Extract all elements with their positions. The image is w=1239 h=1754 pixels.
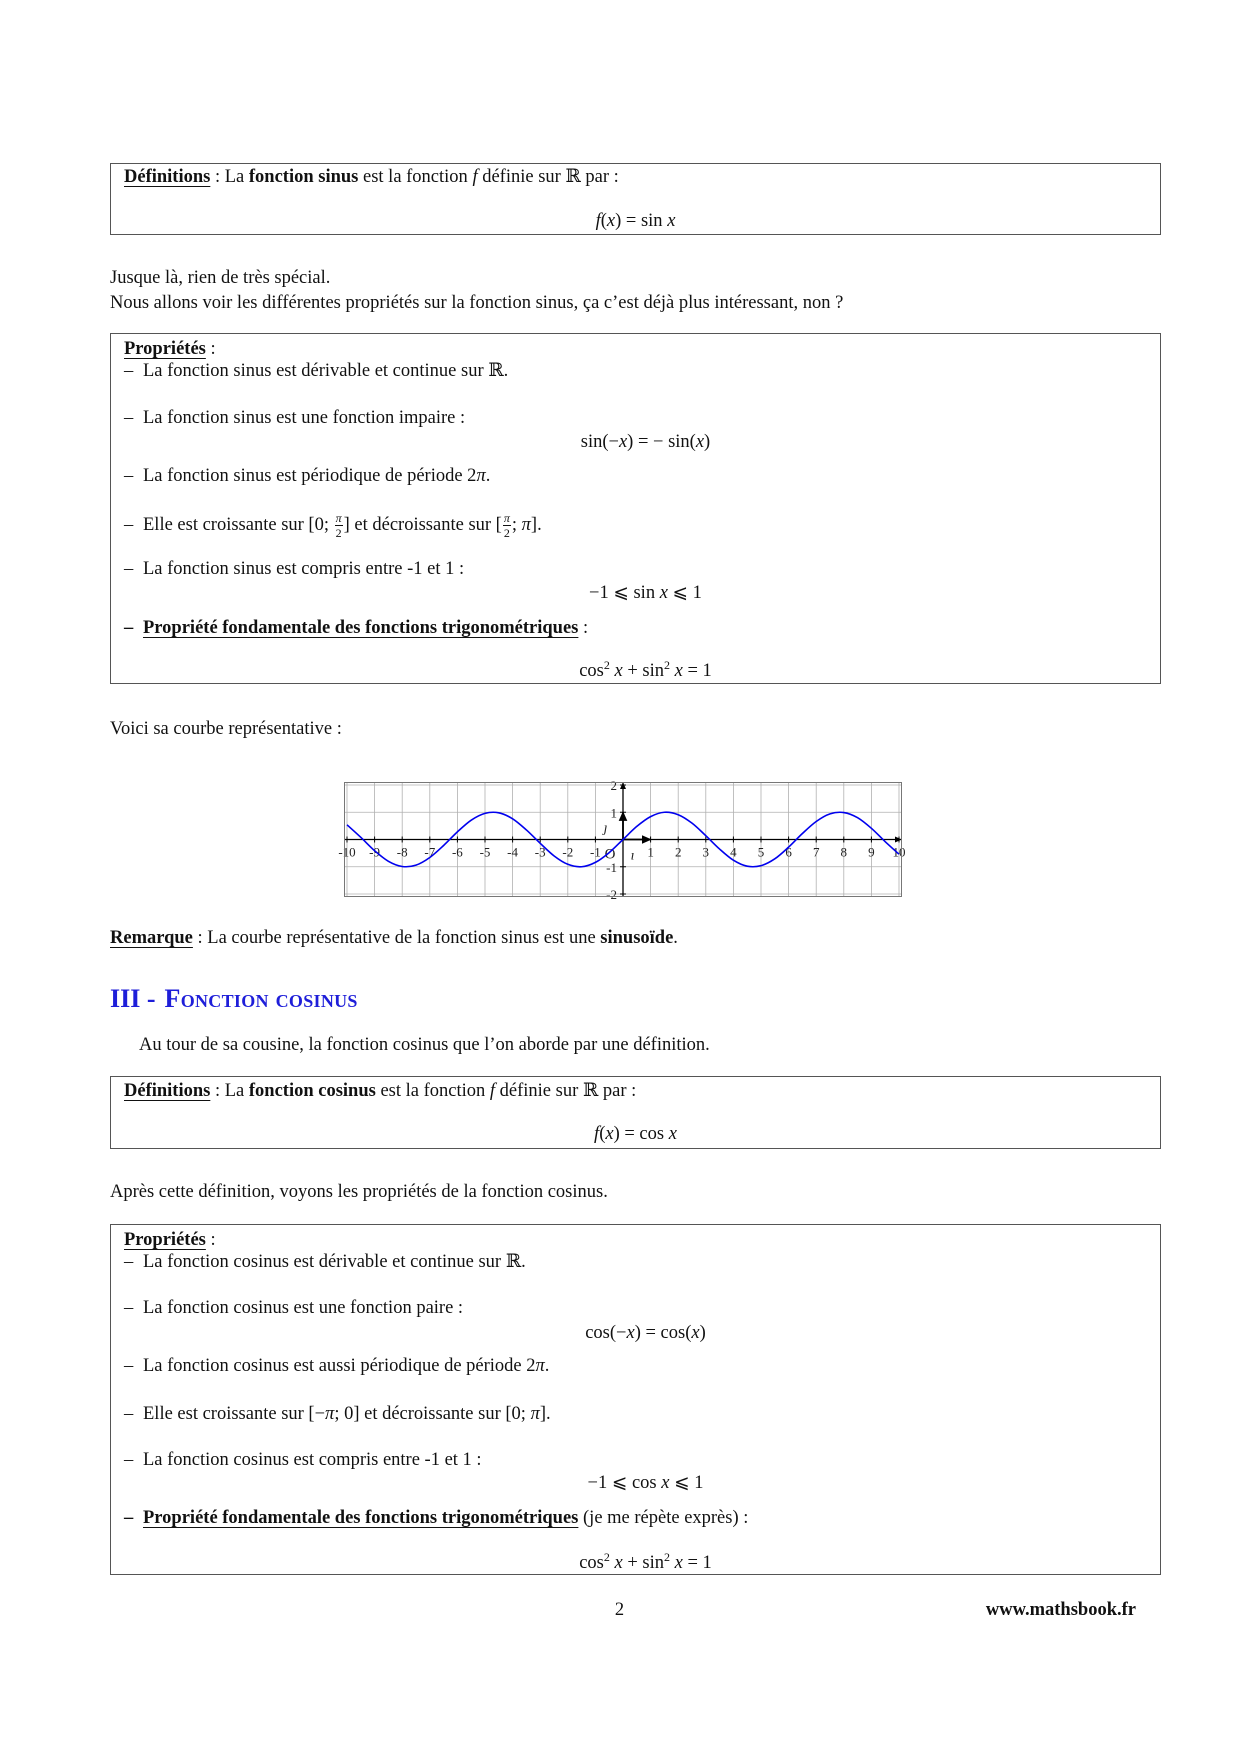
underlined-label: Propriétés	[124, 1230, 206, 1250]
sine-intro-line-1: Jusque là, rien de très spécial.	[110, 268, 331, 288]
text-run: ; 0] et décroissante sur [0;	[334, 1404, 531, 1424]
list-marker: –	[124, 1298, 134, 1318]
math-variable: π	[521, 514, 531, 535]
text-run: + sin	[622, 1553, 664, 1573]
section-heading	[110, 984, 358, 1014]
list-marker: –	[124, 1356, 134, 1376]
cosine-definition-formula	[111, 1123, 1160, 1145]
pythagorean-identity-formula	[131, 657, 1160, 682]
text-run: ) = cos(	[634, 1323, 692, 1343]
math-variable: f	[489, 1081, 496, 1101]
text-run: définie sur ℝ par :	[495, 1081, 637, 1101]
exponent: 2	[603, 657, 610, 672]
sine-property-item	[124, 465, 490, 487]
text-run: )	[699, 1323, 706, 1343]
y-tick-label: 1	[610, 805, 617, 821]
unit-vector-j-label: ȷ⃗	[603, 821, 619, 837]
property-text	[143, 466, 490, 486]
origin-label: O	[604, 846, 616, 863]
math-variable: x	[606, 211, 616, 231]
text-run: : La	[210, 167, 249, 187]
text-run: cos(−	[585, 1323, 627, 1343]
cosine-definition-box	[110, 1076, 1161, 1149]
x-tick-label: 5	[757, 844, 765, 860]
math-variable: π	[530, 1404, 540, 1424]
math-variable: x	[667, 211, 676, 231]
text-run: Elle est croissante sur [−	[143, 1404, 326, 1424]
sine-property-item	[124, 558, 464, 580]
text-run: = 1	[682, 661, 712, 681]
x-tick-label: -1	[589, 844, 601, 860]
cosine-bounds-formula	[131, 1472, 1160, 1494]
y-tick-label: 2	[610, 778, 617, 793]
property-text	[143, 361, 508, 381]
cosine-property-item	[124, 1403, 551, 1425]
property-text	[143, 511, 542, 540]
property-text	[143, 1298, 463, 1318]
fraction-denominator: 2	[503, 526, 510, 540]
text-run: ⩽ 1	[667, 583, 702, 603]
x-tick-label: -2	[562, 844, 574, 860]
text-run: (	[600, 211, 607, 231]
x-tick-label: 2	[674, 844, 682, 860]
text-run: Elle est croissante sur [0;	[143, 514, 334, 535]
sine-intro-line-2: Nous allons voir les différentes propriétés sur la fonction sinus, ça c’est déjà plus intéressant, non ?	[110, 293, 844, 313]
cosine-definition-text	[124, 1080, 636, 1102]
underlined-label: Propriétés	[124, 339, 206, 359]
cosine-intro: Au tour de sa cousine, la fonction cosinus que l’on aborde par une définition.	[139, 1035, 710, 1055]
underlined-label: Propriété fondamentale des fonctions trigonométriques	[143, 618, 579, 638]
text-run: (	[599, 1124, 606, 1144]
sine-property-item	[124, 360, 508, 382]
text-run: La fonction cosinus est dérivable et continue sur ℝ.	[143, 1252, 526, 1272]
sine-curve-chart	[338, 778, 906, 902]
pythagorean-identity-formula	[131, 1549, 1160, 1574]
cosine-property-item	[124, 1251, 526, 1273]
y-tick-label: -1	[606, 859, 617, 875]
text-run: = 1	[682, 1553, 712, 1573]
cosine-transition: Après cette définition, voyons les propriétés de la fonction cosinus.	[110, 1182, 608, 1202]
property-text	[143, 1508, 748, 1528]
property-text	[143, 1404, 551, 1424]
sine-remark	[110, 927, 678, 949]
x-tick-label: -9	[369, 844, 381, 860]
x-tick-label: -6	[451, 844, 463, 860]
list-marker: –	[124, 1508, 134, 1528]
text-run: ⩽ 1	[669, 1473, 704, 1493]
sine-property-item	[124, 407, 465, 429]
text-run: .	[673, 928, 678, 948]
text-run: ].	[530, 514, 542, 535]
math-variable: x	[614, 661, 623, 681]
text-run: + sin	[622, 661, 664, 681]
text-run: La fonction sinus est périodique de période 2	[143, 466, 477, 486]
text-run: −1 ⩽ sin	[589, 583, 660, 603]
math-variable: x	[691, 1323, 700, 1343]
x-tick-label: 7	[812, 844, 820, 860]
property-text	[143, 1252, 526, 1272]
x-tick-label: 6	[785, 844, 792, 860]
x-tick-label: 4	[730, 844, 737, 860]
curve-intro: Voici sa courbe représentative :	[110, 719, 342, 739]
text-run: définie sur ℝ par :	[477, 167, 619, 187]
page-number: 2	[614, 1600, 625, 1620]
list-marker: –	[124, 1252, 134, 1272]
text-run: ) = sin	[615, 211, 668, 231]
math-variable: π	[325, 1404, 335, 1424]
text-run: La fonction sinus est compris entre -1 et 1 :	[143, 559, 465, 579]
y-tick-label: -2	[606, 887, 617, 902]
text-run: ) = cos	[613, 1124, 669, 1144]
math-variable: f	[472, 167, 478, 187]
sine-definition-formula	[111, 210, 1160, 232]
text-run: :	[205, 339, 216, 359]
cosine-properties-title	[124, 1229, 216, 1251]
sine-definition-box	[110, 163, 1161, 235]
x-tick-label: 9	[868, 844, 875, 860]
property-text	[143, 408, 465, 428]
text-run: cos	[579, 1553, 604, 1573]
exponent: 2	[603, 1549, 610, 1564]
x-tick-label: 8	[840, 844, 848, 860]
unit-vector-i-label: ı⃗	[630, 848, 646, 864]
sine-odd-formula	[131, 431, 1160, 453]
sine-property-item	[124, 617, 588, 639]
cosine-property-item	[124, 1297, 463, 1319]
math-variable: x	[674, 1553, 683, 1573]
x-tick-label: 10	[892, 844, 906, 860]
x-tick-label: -8	[396, 844, 408, 860]
fraction-numerator: π	[503, 511, 510, 525]
math-variable: x	[661, 1473, 670, 1493]
math-variable: π	[476, 466, 486, 486]
text-run: :	[205, 1230, 216, 1250]
sine-bounds-formula	[131, 582, 1160, 604]
text-run: −1 ⩽ cos	[587, 1473, 662, 1493]
section-number: III -	[110, 984, 156, 1013]
underlined-label: Définitions	[124, 1081, 211, 1101]
fraction-denominator: 2	[335, 526, 342, 540]
list-marker: –	[124, 361, 134, 381]
list-marker: –	[124, 618, 134, 638]
x-tick-label: -4	[507, 844, 519, 860]
list-marker: –	[124, 514, 134, 535]
property-text	[143, 559, 464, 579]
cosine-property-item	[124, 1355, 549, 1377]
text-run: ;	[511, 514, 522, 535]
section-title: Fonction cosinus	[164, 984, 358, 1013]
text-run: ] et décroissante sur [	[343, 514, 502, 535]
list-marker: –	[124, 1450, 134, 1470]
cosine-even-formula	[131, 1322, 1160, 1344]
fraction	[335, 512, 343, 539]
math-variable: f	[594, 1124, 600, 1144]
underlined-label: Définitions	[124, 167, 211, 187]
sine-definition-text	[124, 166, 619, 188]
text-run: : La courbe représentative de la fonction sinus est une	[192, 928, 601, 948]
text-run: .	[485, 466, 491, 486]
math-variable: f	[595, 211, 601, 231]
text-run: : La	[210, 1081, 249, 1101]
sine-property-item	[124, 512, 542, 539]
fraction	[503, 512, 511, 539]
x-tick-label: -7	[424, 844, 436, 860]
footer-website: www.mathsbook.fr	[985, 1600, 1136, 1620]
text-run: :	[578, 618, 589, 638]
cosine-property-item	[124, 1507, 748, 1529]
x-tick-label: 3	[702, 844, 710, 860]
bold-term: sinusoïde	[600, 928, 674, 948]
underlined-label: Propriété fondamentale des fonctions trigonométriques	[143, 1508, 579, 1528]
sine-properties-box	[110, 333, 1161, 684]
text-run: .	[544, 1356, 550, 1376]
property-text	[143, 1356, 549, 1376]
list-marker: –	[124, 1404, 134, 1424]
math-variable: x	[626, 1323, 635, 1343]
bold-term: fonction cosinus	[248, 1081, 376, 1101]
math-variable: x	[674, 661, 683, 681]
sine-properties-title	[124, 338, 216, 360]
list-marker: –	[124, 559, 134, 579]
text-run: La fonction cosinus est compris entre -1 et 1 :	[143, 1450, 482, 1470]
math-variable: x	[614, 1553, 623, 1573]
list-marker: –	[124, 466, 134, 486]
math-variable: x	[668, 1124, 677, 1144]
text-run: est la fonction	[358, 167, 473, 187]
property-text	[143, 618, 588, 638]
text-run: sin(−	[580, 432, 619, 452]
x-tick-label: -3	[534, 844, 546, 860]
math-variable: x	[659, 583, 668, 603]
bold-term: fonction sinus	[248, 167, 359, 187]
math-variable: x	[605, 1124, 614, 1144]
fraction-numerator: π	[335, 511, 342, 525]
text-run: (je me répète exprès) :	[578, 1508, 749, 1528]
math-variable: x	[695, 432, 705, 452]
cosine-property-item	[124, 1449, 482, 1471]
text-run: La fonction sinus est dérivable et continue sur ℝ.	[143, 361, 509, 381]
text-run: La fonction sinus est une fonction impaire :	[143, 408, 466, 428]
x-tick-label: -5	[479, 844, 491, 860]
underlined-label: Remarque	[110, 928, 193, 948]
text-run: ) = − sin(	[627, 432, 696, 452]
text-run: La fonction cosinus est une fonction paire :	[143, 1298, 464, 1318]
exponent: 2	[664, 1549, 670, 1564]
property-text	[143, 1450, 482, 1470]
text-run: cos	[579, 661, 604, 681]
x-tick-label: -10	[338, 844, 356, 860]
math-variable: x	[618, 432, 628, 452]
text-run: ].	[539, 1404, 551, 1424]
text-run: )	[704, 432, 711, 452]
math-variable: π	[535, 1356, 545, 1376]
list-marker: –	[124, 408, 134, 428]
cosine-properties-box	[110, 1224, 1161, 1575]
text-run: est la fonction	[375, 1081, 490, 1101]
exponent: 2	[664, 657, 670, 672]
text-run: La fonction cosinus est aussi périodique de période 2	[143, 1356, 536, 1376]
x-tick-label: 1	[647, 844, 654, 860]
